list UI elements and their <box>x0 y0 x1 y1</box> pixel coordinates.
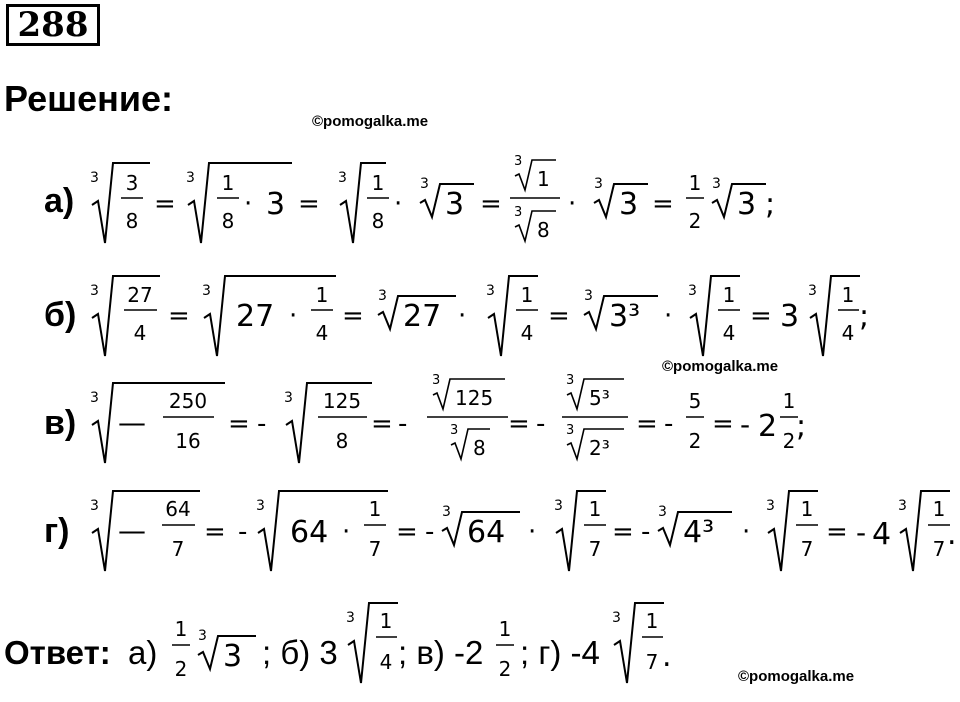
numerator: 125 <box>455 386 494 410</box>
answer-label: Ответ: <box>4 634 111 671</box>
part-a-expression <box>90 154 775 243</box>
minus-sign: — <box>118 514 146 547</box>
dot-operator: · <box>289 301 298 331</box>
whole-part: 2 <box>758 409 778 444</box>
watermark: ©pomogalka.me <box>312 113 429 130</box>
dot-operator: · <box>568 189 577 219</box>
dot-operator: · <box>394 189 403 219</box>
answer-v-text: ; в) -2 <box>398 634 484 671</box>
coefficient: 4 <box>872 517 892 552</box>
numerator: 1 <box>520 283 534 307</box>
root-index: 3 <box>90 170 99 186</box>
denominator: 4 <box>841 321 855 345</box>
numerator: 3 <box>125 171 139 195</box>
numerator: 64 <box>165 497 191 521</box>
dot-operator: · <box>664 301 673 331</box>
minus-sign: - <box>425 517 435 547</box>
root-index: 3 <box>808 283 817 299</box>
denominator: 8 <box>537 218 550 242</box>
part-v-label: в) <box>44 404 77 442</box>
root-index: 3 <box>90 498 99 514</box>
root-index: 3 <box>256 498 265 514</box>
radicand: 64 <box>467 515 506 550</box>
denominator: 7 <box>171 537 185 561</box>
equals-sign: = <box>396 517 418 547</box>
root-index: 3 <box>338 170 347 186</box>
solution-heading: Решение: <box>4 78 174 119</box>
semicolon: ; <box>796 409 807 444</box>
denominator: 4 <box>722 321 736 345</box>
answer-g-text: ; г) -4 <box>520 634 600 671</box>
root-index: 3 <box>612 610 621 626</box>
root-index: 3 <box>514 154 523 169</box>
answer-expression <box>172 603 672 683</box>
root-index: 3 <box>898 498 907 514</box>
root-index: 3 <box>594 176 603 192</box>
denominator: 4 <box>133 321 147 345</box>
equals-sign: = <box>480 189 502 219</box>
period: . <box>662 639 672 674</box>
denominator: 16 <box>175 429 201 453</box>
denominator: 7 <box>588 537 602 561</box>
dot-operator: · <box>458 301 467 331</box>
denominator: 7 <box>645 650 659 674</box>
root-index: 3 <box>202 283 211 299</box>
denominator: 4 <box>315 321 329 345</box>
equals-sign: = <box>826 517 848 547</box>
numerator: 1 <box>371 171 385 195</box>
minus-sign: - <box>238 517 248 547</box>
numerator: 125 <box>322 389 362 413</box>
equals-sign: = <box>612 517 634 547</box>
denominator: 7 <box>932 537 946 561</box>
root-index: 3 <box>378 288 387 304</box>
numerator: 1 <box>932 497 946 521</box>
root-index: 3 <box>420 176 429 192</box>
root-index: 3 <box>712 176 721 192</box>
denominator: 2 <box>174 657 188 681</box>
period: . <box>947 517 957 552</box>
root-index: 3 <box>186 170 195 186</box>
radicand: 3 <box>223 639 243 674</box>
root-index: 3 <box>514 205 523 220</box>
root-index: 3 <box>346 610 355 626</box>
denominator: 8 <box>125 209 139 233</box>
denominator: 8 <box>221 209 235 233</box>
equals-sign: = <box>154 189 176 219</box>
numerator: 1 <box>498 617 512 641</box>
minus-sign: - <box>664 409 674 439</box>
equals-sign: = <box>636 409 658 439</box>
part-g-label: г) <box>44 512 70 550</box>
minus-sign: - <box>856 516 867 549</box>
root-index: 3 <box>584 288 593 304</box>
equals-sign: = <box>342 301 364 331</box>
root-index: 3 <box>432 373 441 388</box>
numerator: 5³ <box>589 386 610 410</box>
part-a-label: а) <box>44 182 75 220</box>
numerator: 1 <box>688 171 702 195</box>
answer-b-text: ; б) 3 <box>262 634 338 671</box>
denominator: 7 <box>368 537 382 561</box>
root-index: 3 <box>766 498 775 514</box>
minus-sign: - <box>641 517 651 547</box>
semicolon: ; <box>859 299 870 334</box>
part-g-expression <box>90 491 957 571</box>
equals-sign: = <box>712 409 734 439</box>
numerator: 1 <box>800 497 814 521</box>
numerator: 5 <box>688 389 702 413</box>
numerator: 1 <box>841 283 855 307</box>
denominator: 4 <box>520 321 534 345</box>
root-index: 3 <box>90 283 99 299</box>
watermark: ©pomogalka.me <box>738 668 855 685</box>
equals-sign: = <box>750 301 772 331</box>
minus-sign: — <box>118 406 146 439</box>
numerator: 1 <box>588 497 602 521</box>
denominator: 2³ <box>589 436 610 460</box>
dot-operator: · <box>244 189 253 219</box>
radicand: 3 <box>737 187 757 222</box>
numerator: 1 <box>782 389 796 413</box>
root-index: 3 <box>486 283 495 299</box>
watermark: ©pomogalka.me <box>662 358 779 375</box>
radicand: 3³ <box>609 299 641 334</box>
denominator: 2 <box>498 657 512 681</box>
dot-operator: · <box>528 517 537 547</box>
root-index: 3 <box>450 423 459 438</box>
denominator: 2 <box>782 429 796 453</box>
denominator: 4 <box>379 650 393 674</box>
part-b-label: б) <box>44 296 77 334</box>
numerator: 1 <box>537 167 550 191</box>
minus-sign: - <box>536 409 546 439</box>
numerator: 27 <box>127 283 153 307</box>
radicand: 27 <box>403 299 442 334</box>
root-index: 3 <box>566 423 575 438</box>
radicand: 27 <box>236 299 275 334</box>
radicand: 3 <box>266 187 286 222</box>
denominator: 8 <box>335 429 349 453</box>
radicand: 64 <box>290 515 329 550</box>
equals-sign: = <box>204 517 226 547</box>
denominator: 2 <box>688 209 702 233</box>
root-index: 3 <box>554 498 563 514</box>
numerator: 1 <box>368 497 382 521</box>
root-index: 3 <box>566 373 575 388</box>
numerator: 1 <box>645 609 659 633</box>
problem-number: 288 <box>6 4 100 46</box>
radicand: 3 <box>619 187 639 222</box>
numerator: 1 <box>315 283 329 307</box>
numerator: 250 <box>168 389 208 413</box>
semicolon: ; <box>765 187 776 222</box>
equals-sign: = <box>548 301 570 331</box>
numerator: 1 <box>722 283 736 307</box>
root-index: 3 <box>90 390 99 406</box>
numerator: 1 <box>221 171 235 195</box>
answer-a-label: а) <box>128 634 158 671</box>
equals-sign: = <box>168 301 190 331</box>
part-b-expression <box>90 276 869 356</box>
denominator: 8 <box>371 209 385 233</box>
equals-sign: = <box>508 409 530 439</box>
equals-sign: = <box>228 409 250 439</box>
radical-sign <box>92 163 150 243</box>
minus-sign: - <box>398 409 408 439</box>
minus-sign: - <box>740 408 751 441</box>
root-index: 3 <box>658 504 667 520</box>
part-v-expression <box>90 373 806 463</box>
denominator: 2 <box>688 429 702 453</box>
root-index: 3 <box>198 628 207 644</box>
radicand: 4³ <box>683 515 715 550</box>
equals-sign: = <box>298 189 320 219</box>
equals-sign: = <box>652 189 674 219</box>
numerator: 1 <box>379 609 393 633</box>
dot-operator: · <box>742 517 751 547</box>
numerator: 1 <box>174 617 188 641</box>
radicand: 3 <box>445 187 465 222</box>
root-index: 3 <box>284 390 293 406</box>
denominator: 8 <box>473 436 486 460</box>
denominator: 7 <box>800 537 814 561</box>
minus-sign: - <box>257 409 267 439</box>
equals-sign: = <box>371 409 393 439</box>
coefficient: 3 <box>780 299 800 334</box>
dot-operator: · <box>342 517 351 547</box>
root-index: 3 <box>442 504 451 520</box>
root-index: 3 <box>688 283 697 299</box>
